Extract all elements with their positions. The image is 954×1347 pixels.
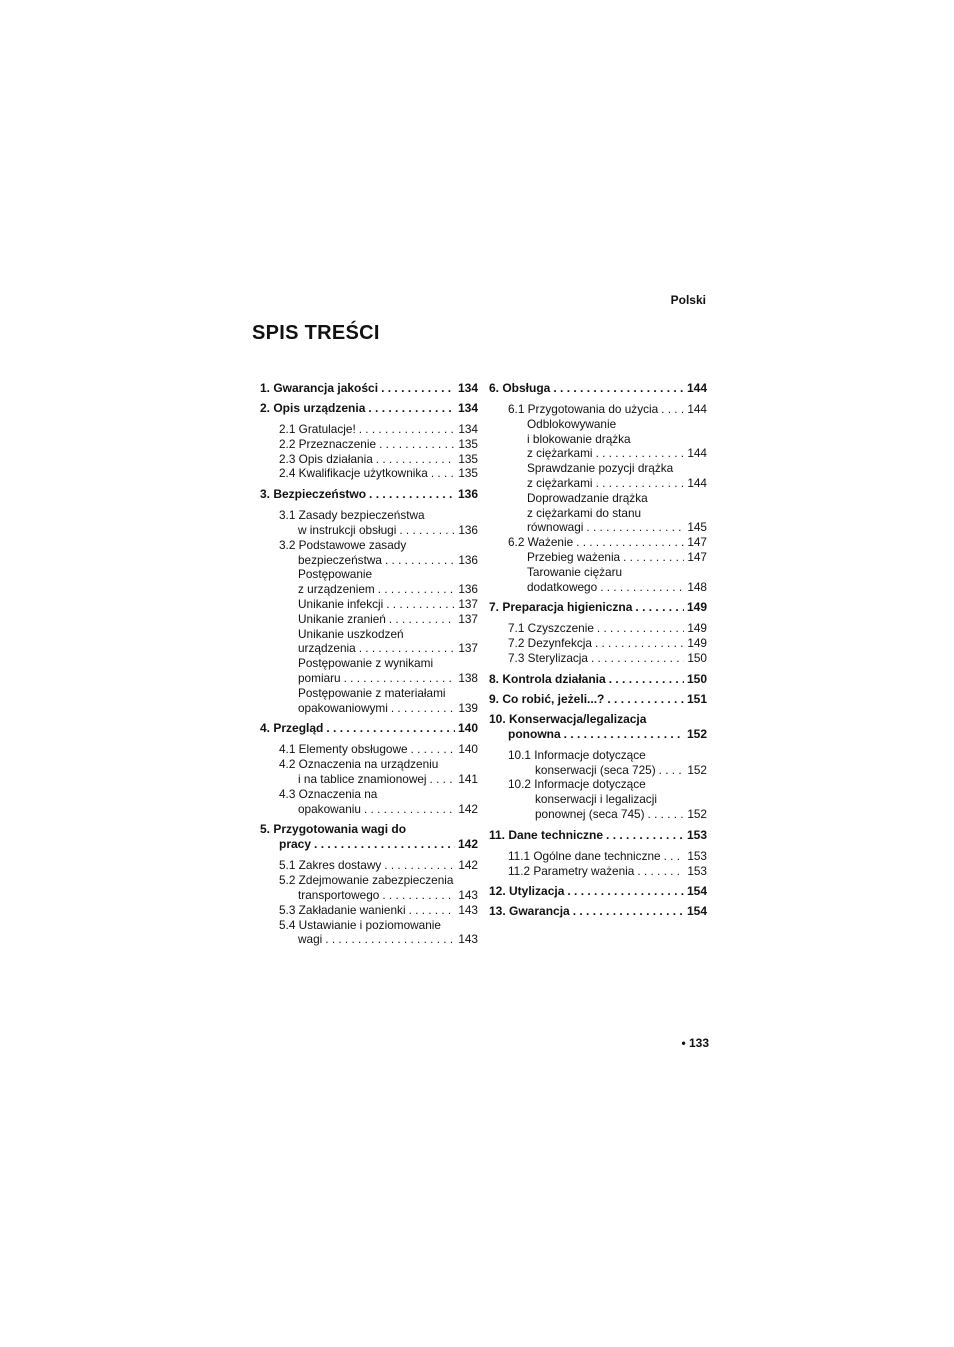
toc-entry-6-1-c[interactable]: [527, 520, 707, 535]
toc-entry-6-1-b[interactable]: [527, 476, 707, 491]
dot-leader: [661, 402, 684, 417]
toc-entry-7-1[interactable]: [508, 621, 707, 636]
toc-entry-title: ponownej (seca 745): [535, 806, 645, 821]
toc-entry-title: 2. Opis urządzenia: [260, 401, 366, 415]
toc-entry-3-2-b[interactable]: [298, 597, 478, 612]
toc-entry-title: Tarowanie ciężaru: [527, 564, 623, 579]
toc-entry-title: Unikanie zranień: [298, 611, 386, 626]
toc-entry-title: 7.1 Czyszczenie: [508, 621, 594, 636]
toc-entry-title: 4.1 Elementy obsługowe: [279, 742, 408, 757]
dot-leader: [597, 621, 684, 636]
page-title: SPIS TREŚCI: [252, 322, 380, 344]
toc-entry-title: Sprawdzanie pozycji drążka: [527, 461, 674, 476]
dot-leader: [623, 550, 684, 565]
toc-entry-title: urządzenia: [298, 641, 356, 656]
toc-entry-title: 4. Przegląd: [260, 721, 324, 736]
dot-leader: [596, 446, 685, 461]
toc-subgroup-6: [489, 402, 707, 594]
toc-entry-7-2[interactable]: [508, 636, 707, 651]
toc-entry-title: Postępowanie z wynikami: [298, 656, 434, 671]
toc-entry-title: równowagi: [527, 520, 584, 535]
toc-entry-4-1[interactable]: [279, 742, 478, 757]
toc-entry-page: 140: [457, 721, 478, 736]
toc-entry-5-2-line1[interactable]: [279, 873, 478, 888]
toc-entry-title: 6.2 Ważenie: [508, 535, 574, 550]
toc-entry-title: z ciężarkami: [527, 475, 593, 490]
toc-entry-10-2-line2[interactable]: [535, 792, 707, 807]
toc-entry-2-1[interactable]: [279, 422, 478, 437]
toc-entry-title: 5.4 Ustawianie i poziomowanie: [279, 917, 441, 932]
toc-entry-page: 136: [458, 552, 478, 567]
toc-entry-page: 134: [457, 381, 478, 395]
toc-entry-title: 10. Konserwacja/legalizacja: [489, 711, 647, 726]
dot-leader: [573, 904, 684, 919]
toc-entry-6-1-a[interactable]: [527, 446, 707, 461]
dot-leader: [664, 849, 685, 864]
toc-entry-title: transportowego: [298, 887, 380, 902]
toc-entry-title: 10.1 Informacje dotyczące: [508, 747, 646, 762]
toc-entry-title: opakowaniowymi: [298, 700, 388, 715]
toc-entry-page: 143: [458, 887, 478, 902]
toc-entry-title: w instrukcji obsługi: [298, 522, 397, 537]
dot-leader: [586, 520, 684, 535]
toc-entry-page: 142: [458, 801, 478, 816]
toc-entry-5-1[interactable]: [279, 858, 478, 873]
toc-entry-6-2-b-line1[interactable]: [527, 565, 707, 580]
toc-entry-title: 7. Preparacja higieniczna: [489, 600, 633, 615]
toc-entry-title: i na tablice znamionowej: [298, 771, 427, 786]
toc-entry-title: 3.1 Zasady bezpieczeństwa: [279, 508, 425, 523]
toc-entry-page: 143: [458, 902, 478, 917]
toc-entry-5-2[interactable]: [298, 888, 478, 903]
toc-entry-title: opakowaniu: [298, 801, 361, 816]
toc-entry-title: pomiaru: [298, 670, 341, 685]
toc-entry-3-2-a[interactable]: [298, 582, 478, 597]
toc-entry-3-2-a-line1[interactable]: [298, 567, 478, 582]
toc-entry-11-1[interactable]: [508, 849, 707, 864]
toc-entry-12[interactable]: [489, 884, 707, 899]
toc-entry-10[interactable]: [508, 727, 707, 742]
dot-leader: [379, 437, 455, 452]
toc-entry-title: 1. Gwarancja jakości: [260, 381, 379, 395]
toc-entry-3-2-d[interactable]: [298, 641, 478, 656]
toc-entry-3-2-e-line1[interactable]: [298, 656, 478, 671]
toc-entry-page: 148: [687, 579, 707, 594]
dot-leader: [596, 476, 685, 491]
dot-leader: [576, 535, 684, 550]
toc-entry-page: 135: [458, 451, 478, 466]
dot-leader: [385, 553, 455, 568]
toc-entry-4-3[interactable]: [298, 802, 478, 817]
toc-entry-title: 4.3 Oznaczenia na: [279, 786, 378, 801]
dot-leader: [381, 381, 455, 396]
toc-entry-10-2[interactable]: [535, 807, 707, 822]
toc-entry-7-3[interactable]: [508, 651, 707, 666]
toc-entry-page: 153: [687, 848, 707, 863]
toc-entry-page: 135: [458, 436, 478, 451]
toc-entry-title: 2.4 Kwalifikacje użytkownika: [279, 466, 428, 481]
toc-entry-page: 136: [458, 522, 478, 537]
dot-leader: [382, 888, 455, 903]
toc-entry-page: 149: [686, 600, 707, 615]
toc-entry-3[interactable]: [260, 487, 478, 502]
toc-entry-6[interactable]: [489, 381, 707, 396]
toc-entry-title: 2.3 Opis działania: [279, 451, 373, 466]
toc-entry-title: 2.1 Gratulacje!: [279, 422, 356, 436]
toc-entry-page: 134: [457, 401, 478, 415]
toc-entry-5-4-line1[interactable]: [279, 918, 478, 933]
toc-subgroup-3: [260, 508, 478, 715]
dot-leader: [411, 742, 456, 757]
toc-entry-3-2-c[interactable]: [298, 612, 478, 627]
toc-entry-title: 5. Przygotowania wagi do: [260, 822, 407, 837]
toc-entry-page: 138: [458, 670, 478, 685]
dot-leader: [344, 671, 456, 686]
toc-entry-title: 7.3 Sterylizacja: [508, 650, 588, 665]
toc-entry-6-2-a[interactable]: [527, 550, 707, 565]
toc-entry-page: 144: [687, 475, 707, 490]
toc-entry-title: 12. Utylizacja: [489, 884, 565, 899]
toc-entry-title: 3.2 Podstawowe zasady: [279, 537, 407, 552]
toc-entry-page: 136: [458, 582, 478, 597]
toc-entry-3-1[interactable]: [298, 523, 478, 538]
dot-leader: [378, 582, 456, 597]
toc-entry-title: wagi: [298, 932, 323, 947]
toc-entry-title: i blokowanie drążka: [527, 431, 631, 446]
toc-subgroup-7: [489, 621, 707, 665]
dot-leader: [635, 600, 684, 615]
dot-leader: [326, 721, 455, 736]
toc-subgroup-11: [489, 849, 707, 879]
dot-leader: [659, 763, 685, 778]
toc-entry-page: 151: [686, 691, 707, 706]
dot-leader: [637, 864, 684, 879]
toc-entry-6-1-c-line1[interactable]: [527, 491, 707, 506]
toc-entry-title: Postępowanie: [298, 567, 373, 582]
toc-entry-page: 141: [458, 771, 478, 786]
toc-entry-title: 3. Bezpieczeństwo: [260, 487, 367, 502]
toc-entry-6-1-a-line2[interactable]: [527, 432, 707, 447]
dot-leader: [325, 932, 455, 947]
dot-leader: [386, 597, 455, 612]
dot-leader: [595, 636, 684, 651]
toc-entry-title: z urządzeniem: [298, 582, 375, 597]
toc-entry-title: 6.1 Przygotowania do użycia: [508, 402, 659, 416]
toc-entry-title: z ciężarkami: [527, 446, 593, 461]
toc-entry-5-3[interactable]: [279, 903, 478, 918]
toc-entry-title: konserwacji (seca 725): [535, 762, 656, 777]
dot-leader: [567, 884, 684, 899]
toc-entry-title: Unikanie uszkodzeń: [298, 626, 404, 641]
toc-entry-title: pracy: [279, 837, 312, 852]
toc-entry-6-1[interactable]: [508, 402, 707, 417]
toc-entry-page: 152: [687, 762, 707, 777]
dot-leader: [359, 422, 456, 437]
toc-entry-page: 144: [687, 402, 707, 416]
toc-entry-title: 2.2 Przeznaczenie: [279, 436, 377, 451]
toc-entry-title: Postępowanie z materiałami: [298, 685, 446, 700]
dot-leader: [389, 612, 455, 627]
toc-entry-page: 153: [686, 827, 707, 842]
toc-subgroup-2: [260, 422, 478, 481]
toc-entry-3-2[interactable]: [298, 553, 478, 568]
toc-entry-6-1-b-line1[interactable]: [527, 461, 707, 476]
dot-leader: [564, 727, 684, 742]
dot-leader: [409, 903, 456, 918]
dot-leader: [359, 641, 456, 656]
dot-leader: [430, 772, 456, 787]
toc-entry-title: 7.2 Dezynfekcja: [508, 636, 592, 651]
dot-leader: [431, 466, 455, 481]
toc-entry-page: 149: [687, 621, 707, 636]
toc-entry-page: 142: [458, 858, 478, 873]
toc-entry-2-2[interactable]: [279, 437, 478, 452]
toc-entry-10-2-line1[interactable]: [508, 777, 707, 792]
toc-entry-page: 136: [457, 487, 478, 502]
dot-leader: [369, 487, 455, 502]
toc-entry-3-2-e[interactable]: [298, 671, 478, 686]
toc-entry-7[interactable]: [489, 600, 707, 615]
dot-leader: [376, 452, 456, 467]
toc-entry-title: 5.3 Zakładanie wanienki: [279, 902, 406, 917]
toc-entry-6-1-c-line2[interactable]: [527, 506, 707, 521]
toc-entry-title: dodatkowego: [527, 579, 598, 594]
toc-entry-6-2-b[interactable]: [527, 580, 707, 595]
toc-entry-3-2-f-line1[interactable]: [298, 686, 478, 701]
dot-leader: [364, 802, 455, 817]
toc-entry-title: 11. Dane techniczne: [489, 827, 604, 842]
toc-entry-title: 5.1 Zakres dostawy: [279, 858, 382, 873]
toc-subgroup-10: [489, 748, 707, 822]
toc-entry-title: Przebieg ważenia: [527, 549, 621, 564]
toc-entry-4-3-line1[interactable]: [279, 787, 478, 802]
toc-entry-2[interactable]: [260, 401, 478, 416]
dot-leader: [648, 807, 685, 822]
toc-entry-11-2[interactable]: [508, 864, 707, 879]
toc-entry-title: Doprowadzanie drążka: [527, 490, 648, 505]
dot-leader: [553, 381, 684, 396]
toc-entry-title: 13. Gwarancja: [489, 904, 570, 919]
toc-entry-2-3[interactable]: [279, 452, 478, 467]
toc-entry-page: 142: [457, 837, 478, 852]
toc-entry-page: 144: [686, 381, 707, 395]
toc-entry-4-2-line1[interactable]: [279, 757, 478, 772]
toc-subgroup-5: [260, 858, 478, 947]
dot-leader: [399, 523, 455, 538]
toc-entry-1[interactable]: [260, 381, 478, 396]
dot-leader: [384, 858, 455, 873]
toc-entry-page: 147: [687, 535, 707, 550]
toc-entry-6-1-a-line1[interactable]: [527, 417, 707, 432]
dot-leader: [591, 651, 684, 666]
page-number: • 133: [681, 1036, 709, 1050]
toc-entry-4-2[interactable]: [298, 772, 478, 787]
toc-entry-5[interactable]: [279, 837, 478, 852]
toc-entry-title: 9. Co robić, jeżeli...?: [489, 691, 605, 706]
toc-entry-title: 6. Obsługa: [489, 381, 551, 395]
dot-leader: [606, 828, 684, 843]
toc-entry-page: 154: [686, 884, 707, 899]
toc-entry-page: 144: [687, 446, 707, 461]
language-label: Polski: [670, 293, 706, 307]
toc-entry-title: 4.2 Oznaczenia na urządzeniu: [279, 757, 439, 772]
toc-entry-page: 140: [458, 742, 478, 757]
toc-entry-page: 145: [687, 520, 707, 535]
toc-entry-3-2-f[interactable]: [298, 701, 478, 716]
dot-leader: [607, 692, 684, 707]
toc-entry-title: Odblokowywanie: [527, 416, 617, 431]
toc-entry-title: bezpieczeństwa: [298, 552, 382, 567]
toc-entry-8[interactable]: [489, 672, 707, 687]
toc-entry-page: 152: [687, 806, 707, 821]
toc-entry-title: 10.2 Informacje dotyczące: [508, 777, 646, 792]
toc-entry-6-2[interactable]: [508, 535, 707, 550]
toc-entry-title: konserwacji i legalizacji: [535, 792, 657, 807]
toc-entry-4[interactable]: [260, 721, 478, 736]
dot-leader: [314, 837, 455, 852]
toc-entry-title: 5.2 Zdejmowanie zabezpieczenia: [279, 873, 454, 888]
toc-entry-page: 135: [458, 466, 478, 481]
toc-entry-page: 143: [458, 932, 478, 947]
toc-entry-10-line1[interactable]: [489, 712, 707, 727]
dot-leader: [391, 701, 455, 716]
toc-entry-title: z ciężarkami do stanu: [527, 505, 642, 520]
toc-entry-page: 152: [686, 726, 707, 741]
toc-entry-title: ponowna: [508, 726, 561, 741]
toc-entry-11[interactable]: [489, 828, 707, 843]
toc-entry-title: 11.1 Ogólne dane techniczne: [508, 848, 661, 863]
toc-entry-page: 153: [687, 863, 707, 878]
dot-leader: [609, 672, 684, 687]
toc-entry-3-2-d-line1[interactable]: [298, 627, 478, 642]
toc-entry-5-4[interactable]: [298, 932, 478, 947]
toc-entry-5-line1[interactable]: [260, 822, 478, 837]
toc-entry-page: 149: [687, 636, 707, 651]
toc-left-column: [260, 381, 478, 953]
toc-entry-page: 137: [458, 611, 478, 626]
toc-entry-title: 8. Kontrola działania: [489, 671, 606, 686]
toc-entry-3-2-line1[interactable]: [279, 538, 478, 553]
toc-entry-3-1-line1[interactable]: [279, 508, 478, 523]
toc-entry-2-4[interactable]: [279, 466, 478, 481]
toc-entry-10-1[interactable]: [535, 763, 707, 778]
dot-leader: [368, 401, 455, 416]
toc-entry-page: 147: [687, 549, 707, 564]
toc-entry-page: 139: [458, 700, 478, 715]
dot-leader: [600, 580, 684, 595]
toc-right-column: [489, 381, 707, 919]
toc-entry-10-1-line1[interactable]: [508, 748, 707, 763]
toc-entry-page: 137: [458, 641, 478, 656]
toc-subgroup-4: [260, 742, 478, 816]
toc-entry-page: 150: [686, 671, 707, 686]
toc-entry-title: Unikanie infekcji: [298, 596, 384, 611]
toc-entry-13[interactable]: [489, 904, 707, 919]
toc-entry-page: 134: [458, 422, 478, 436]
toc-entry-page: 137: [458, 596, 478, 611]
toc-entry-page: 154: [686, 904, 707, 919]
toc-entry-page: 150: [687, 650, 707, 665]
toc-entry-title: 11.2 Parametry ważenia: [508, 863, 635, 878]
toc-entry-9[interactable]: [489, 692, 707, 707]
